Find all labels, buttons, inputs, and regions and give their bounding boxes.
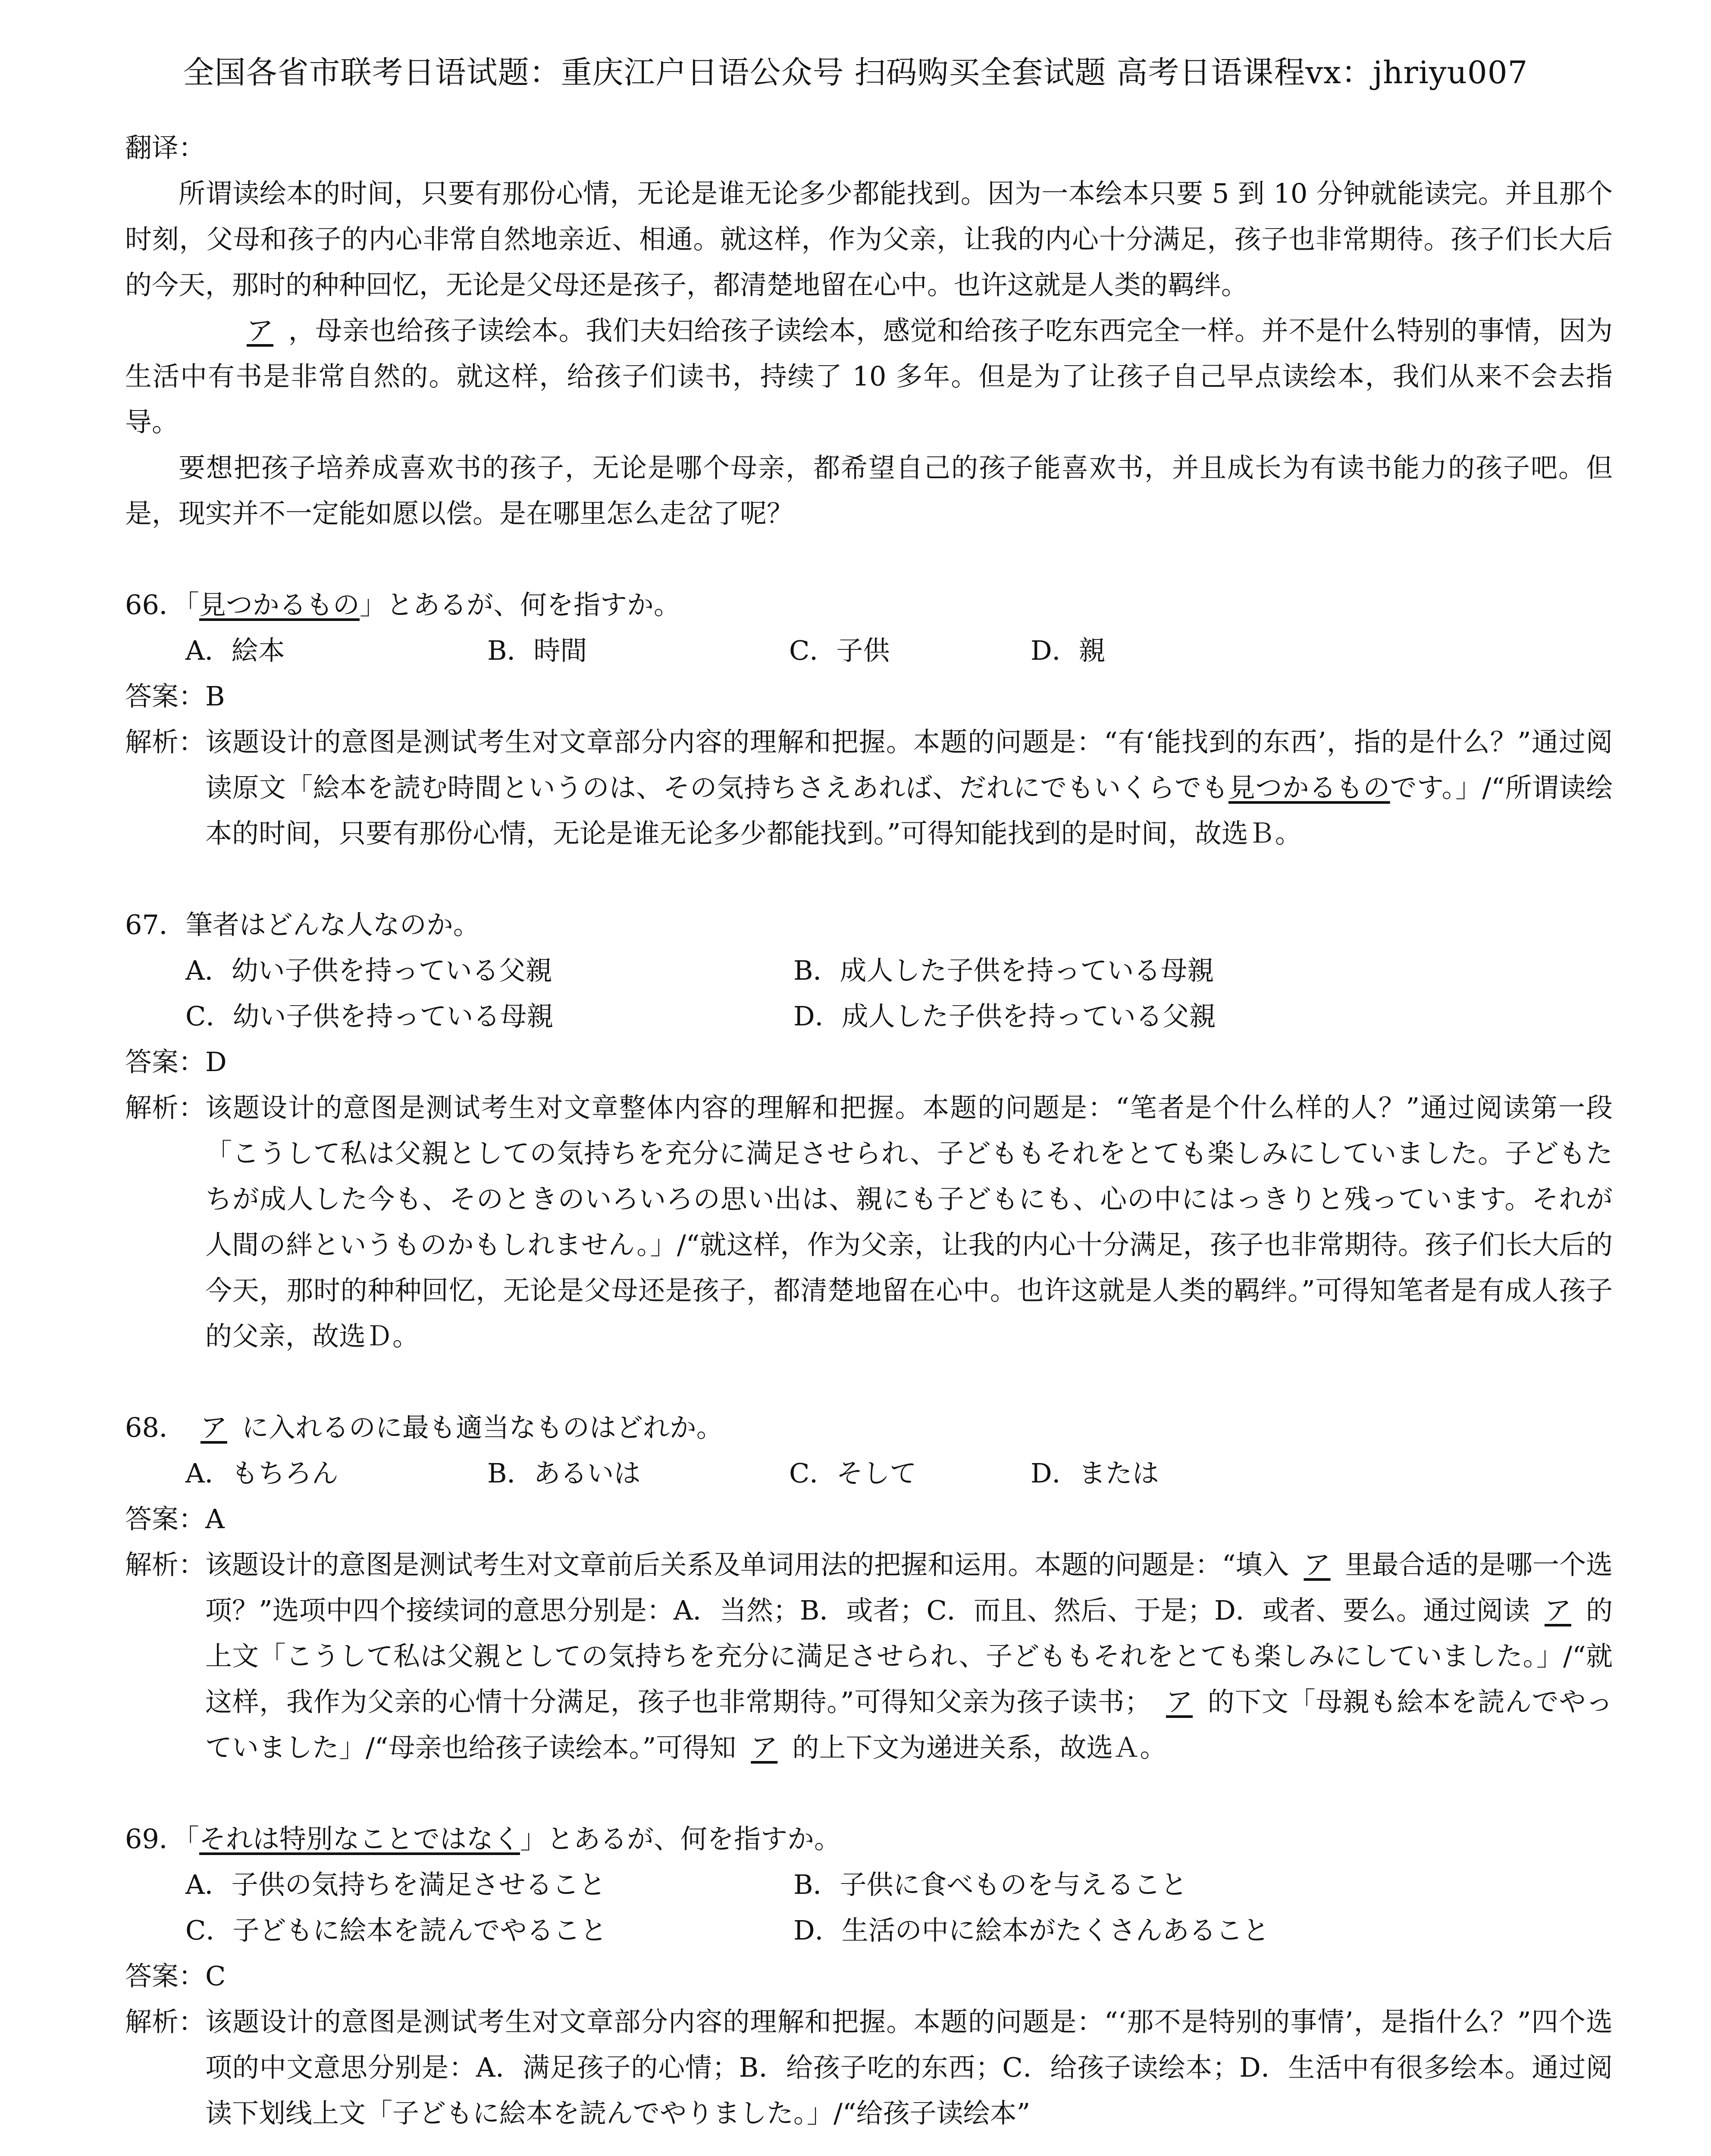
analysis-text <box>205 1542 1613 1771</box>
quote-open: 「 <box>185 1823 199 1855</box>
analysis-66 <box>125 719 1613 856</box>
blank-a: ア <box>751 1732 778 1763</box>
analysis-text-part: 的下文「母親も絵本を読んでやっていました」/“母亲也给孩子读绘本。”可得知 <box>205 1686 1613 1763</box>
option-c: C．子どもに絵本を読んでやること <box>185 1915 607 1946</box>
answer-68 <box>125 1496 1613 1542</box>
analysis-text-part: 该题设计的意图是测试考生对文章部分内容的理解和把握。本题的问题是：“有‘能找到的东西’，指的是什么？”通过阅读原文「絵本を読む時間というのは、その気持ちさえあれば、だれにでもいくらでも <box>205 726 1613 803</box>
options-67-row-1 <box>125 948 1613 993</box>
analysis-68 <box>125 1542 1613 1771</box>
question-number: 67． <box>125 909 186 940</box>
analysis-label: 解析： <box>125 726 206 758</box>
option-d: D．生活の中に絵本がたくさんあること <box>793 1915 1269 1946</box>
answer-66 <box>125 674 1613 719</box>
option-d: D．親 <box>1031 635 1106 666</box>
question-66 <box>125 582 1613 628</box>
translation-paragraph-3: 要想把孩子培养成喜欢书的孩子，无论是哪个母亲，都希望自己的孩子能喜欢书，并且成长为有读书能力的孩子吧。但是，现实并不一定能如愿以偿。是在哪里怎么走岔了呢？ <box>125 452 1613 529</box>
question-text: に入れるのに最も適当なものはどれか。 <box>241 1412 723 1443</box>
question-text: 筆者はどんな人なのか。 <box>185 909 480 940</box>
question-text: 」とあるが、何を指すか。 <box>520 1823 841 1855</box>
analysis-label: 解析： <box>125 2006 206 2037</box>
option-d: D．または <box>1031 1457 1159 1489</box>
question-69 <box>125 1816 1613 1862</box>
document-body <box>125 125 1613 2136</box>
analysis-text-part: 的上下文为递进关系，故选Ａ。 <box>792 1732 1167 1763</box>
analysis-label: 解析： <box>125 1092 206 1123</box>
analysis-text-part: 该题设计的意图是测试考生对文章前后关系及单词用法的把握和运用。本题的问题是：“填入 <box>205 1549 1289 1580</box>
answer-69 <box>125 1953 1613 1999</box>
analysis-text-part: 的上文「こうして私は父親としての気持ちを充分に満足させられ、子どももそれをとても楽しみにしていました。」/“就这样，我作为父亲的心情十分满足，孩子也非常期待。”可得知父亲为孩子读书； <box>205 1595 1613 1717</box>
question-text: 」とあるが、何を指すか。 <box>359 589 680 620</box>
underlined-phrase: 見つかるもの <box>1228 772 1390 803</box>
blank-a: ア <box>1544 1595 1571 1626</box>
quote-open: 「 <box>185 589 199 620</box>
options-68 <box>125 1451 1613 1496</box>
options-69-row-2 <box>125 1908 1613 1953</box>
option-a: A．幼い子供を持っている父親 <box>185 955 552 986</box>
answer-67 <box>125 1039 1613 1085</box>
analysis-69 <box>125 1999 1613 2136</box>
translation-paragraph-2-text: ，母亲也给孩子读绘本。我们夫妇给孩子读绘本，感觉和给孩子吃东西完全一样。并不是什么特别的事情，因为生活中有书是非常自然的。就这样，给孩子们读书，持续了 10 多年。但是为了让孩子自己早点读绘本，我们从来不会去指导。 <box>125 315 1613 438</box>
option-a: A．絵本 <box>185 635 285 666</box>
analysis-text-part: です。」/“所谓读绘本的时间，只要有那份心情，无论是谁无论多少都能找到。”可得知能找到的是时间，故选Ｂ。 <box>205 772 1613 849</box>
question-68 <box>125 1405 1613 1451</box>
question-number: 68． <box>125 1412 186 1443</box>
option-b: B．成人した子供を持っている母親 <box>793 955 1214 986</box>
option-c: C．幼い子供を持っている母親 <box>185 1000 554 1032</box>
options-66 <box>125 628 1613 674</box>
analysis-text: 该题设计的意图是测试考生对文章整体内容的理解和把握。本题的问题是：“笔者是个什么样的人？”通过阅读第一段「こうして私は父親としての気持ちを充分に満足させられ、子どももそれをとても楽しみにしていました。子どもたちが成人した今も、そのときのいろいろの思い出は、親にも子どもにも、心の中にはっきりと残っています。それが人間の絆というものかもしれません。」/“就这样，作为父亲，让我的内心十分满足，孩子也非常期待。孩子们长大后的今天，那时的种种回忆，无论是父母还是孩子，都清楚地留在心中。也许这就是人类的羁绊。”可得知笔者是有成人孩子的父亲，故选Ｄ。 <box>205 1092 1613 1352</box>
analysis-text-part: 里最合适的是哪一个选项？”选项中四个接续词的意思分别是：A．当然；B．或者；C．而且、然后、于是；D．或者、要么。通过阅读 <box>205 1549 1613 1626</box>
answer-label: 答案： <box>125 1960 206 1992</box>
answer-value: A <box>205 1503 225 1535</box>
options-69-row-1 <box>125 1862 1613 1908</box>
answer-label: 答案： <box>125 680 206 712</box>
answer-label: 答案： <box>125 1046 206 1078</box>
answer-value: D <box>205 1046 227 1078</box>
blank-a: ア <box>247 315 274 346</box>
option-c: C．そして <box>789 1457 917 1489</box>
option-c: C．子供 <box>789 635 890 666</box>
blank-a: ア <box>1304 1549 1331 1580</box>
translation-label: 翻译： <box>125 132 206 163</box>
translation-paragraph-1: 所谓读绘本的时间，只要有那份心情，无论是谁无论多少都能找到。因为一本绘本只要 5 到 10 分钟就能读完。并且那个时刻，父母和孩子的内心非常自然地亲近、相通。就这样，作为父亲，让我的内心十分满足，孩子也非常期待。孩子们长大后的今天，那时的种种回忆，无论是父母还是孩子，都清楚地留在心中。也许这就是人类的羁绊。 <box>125 178 1613 301</box>
answer-label: 答案： <box>125 1503 206 1535</box>
page-header: 全国各省市联考日语试题：重庆江户日语公众号 扫码购买全套试题 高考日语课程vx：jhriyu007 <box>183 54 1528 91</box>
blank-a: ア <box>200 1412 227 1443</box>
option-b: B．時間 <box>487 635 587 666</box>
option-b: B．子供に食べものを与えること <box>793 1869 1188 1900</box>
analysis-67 <box>125 1085 1613 1359</box>
option-a: A．子供の気持ちを満足させること <box>185 1869 606 1900</box>
question-67 <box>125 902 1613 948</box>
option-a: A．もちろん <box>185 1457 338 1489</box>
underlined-phrase: 見つかるもの <box>199 589 360 620</box>
analysis-label: 解析： <box>125 1549 206 1580</box>
question-number: 66． <box>125 589 186 620</box>
answer-value: C <box>205 1960 226 1992</box>
analysis-text: 该题设计的意图是测试考生对文章部分内容的理解和把握。本题的问题是：“‘那不是特别的事情’，是指什么？”四个选项的中文意思分别是：A．满足孩子的心情；B．给孩子吃的东西；C．给孩子读绘本；D．生活中有很多绘本。通过阅读下划线上文「子どもに絵本を読んでやりました。」/“给孩子读绘本” <box>205 2006 1613 2129</box>
answer-value: B <box>205 680 225 712</box>
question-number: 69． <box>125 1823 186 1855</box>
options-67-row-2 <box>125 993 1613 1039</box>
underlined-phrase: それは特別なことではなく <box>199 1823 520 1855</box>
option-d: D．成人した子供を持っている父親 <box>793 1000 1216 1032</box>
translation-paragraph-2 <box>125 308 1613 445</box>
option-b: B．あるいは <box>487 1457 641 1489</box>
blank-a: ア <box>1166 1686 1193 1717</box>
analysis-text <box>205 719 1613 856</box>
